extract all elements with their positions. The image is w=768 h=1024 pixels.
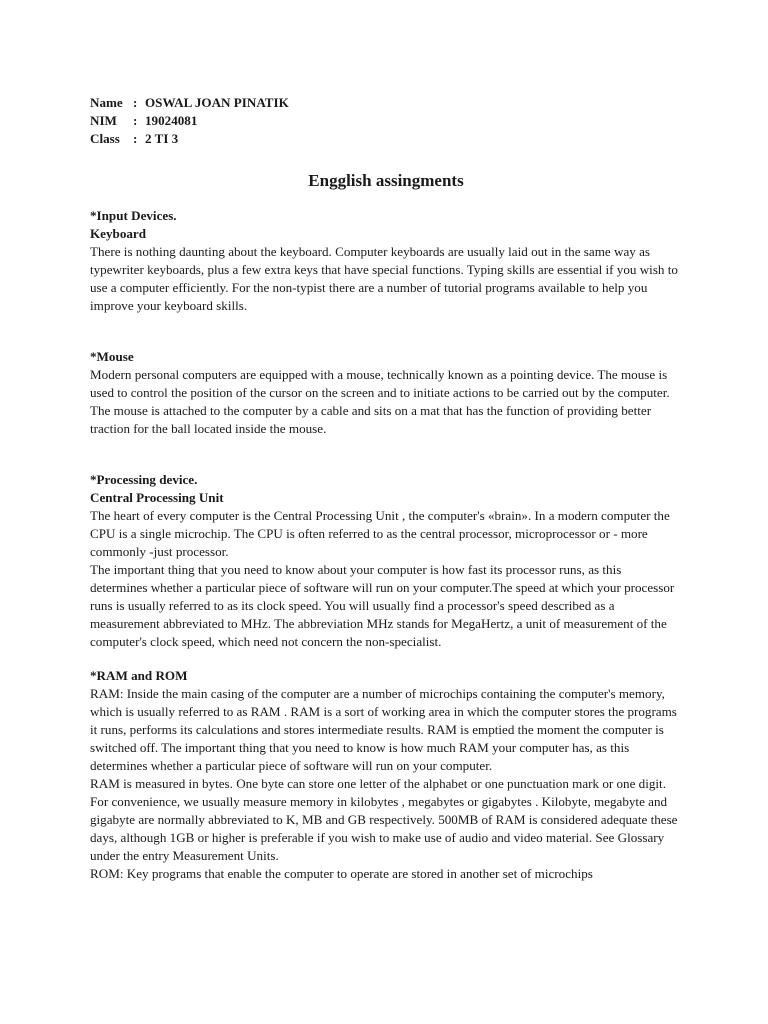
- document-page: [90, 94, 682, 883]
- section-input-devices: [90, 207, 682, 315]
- document-title: Engglish assingments: [308, 171, 464, 190]
- section-title: *Processing device.: [90, 472, 198, 487]
- section-title: *Input Devices.: [90, 208, 177, 223]
- paragraph: The important thing that you need to know about your computer is how fast its processor runs, as this determines whether a particular piece of software will run on your computer.The speed at which your processor runs is usually referred to as its clock speed. You will usually find a processor's speed described as a measurement abbreviated to MHz. The abbreviation MHz stands for MegaHertz, a unit of measurement of the computer's clock speed, which need not concern the non-specialist.: [90, 562, 675, 649]
- nim-value: 19024081: [145, 113, 198, 128]
- spacer: [90, 651, 682, 667]
- paragraph: RAM is measured in bytes. One byte can store one letter of the alphabet or one punctuation mark or one digit. For convenience, we usually measure memory in kilobytes , megabytes or gigabytes . Kilobyte, megabyte and gigabyte are normally abbreviated to K, MB and GB respectively. 500MB of RAM is considered adequate these days, although 1GB or higher is preferable if you wish to make use of audio and video material. See Glossary under the entry Measurement Units.: [90, 776, 678, 863]
- section-title: *RAM and ROM: [90, 668, 188, 683]
- class-value: 2 TI 3: [145, 131, 179, 146]
- paragraph: ROM: Key programs that enable the computer to operate are stored in another set of microchips: [90, 866, 593, 881]
- paragraph: RAM: Inside the main casing of the computer are a number of microchips containing the computer's memory, which is usually referred to as RAM . RAM is a sort of working area in which the computer stores the programs it runs, performs its calculations and stores intermediate results. RAM is emptied the moment the computer is switched off. The important thing that you need to know is how much RAM your computer has, as this determines whether a particular piece of software will run on your computer.: [90, 686, 677, 773]
- class-label: Class: [90, 131, 120, 146]
- section-processing-device: [90, 471, 682, 651]
- paragraph: There is nothing daunting about the keyboard. Computer keyboards are usually laid out in the same way as typewriter keyboards, plus a few extra keys that have special functions. Typing skills are essential if you wish to use a computer efficiently. For the non-typist there are a number of tutorial programs available to help you improve your keyboard skills.: [90, 244, 678, 313]
- section-subtitle: Keyboard: [90, 226, 147, 241]
- nim-separator: :: [133, 113, 138, 128]
- nim-label: NIM: [90, 113, 117, 128]
- class-separator: :: [133, 131, 138, 146]
- header-name-row: [90, 94, 682, 112]
- section-subtitle: Central Processing Unit: [90, 490, 224, 505]
- paragraph: Modern personal computers are equipped with a mouse, technically known as a pointing device. The mouse is used to control the position of the cursor on the screen and to initiate actions to be carried out by the computer. The mouse is attached to the computer by a cable and sits on a mat that has the function of providing better traction for the ball located inside the mouse.: [90, 367, 670, 436]
- spacer: [90, 315, 682, 348]
- spacer: [90, 438, 682, 471]
- paragraph: The heart of every computer is the Central Processing Unit , the computer's «brain». In a modern computer the CPU is a single microchip. The CPU is often referred to as the central processor, microprocessor or - more commonly -just processor.: [90, 508, 670, 559]
- section-title: *Mouse: [90, 349, 134, 364]
- section-ram-rom: [90, 667, 682, 883]
- header-nim-row: [90, 112, 682, 130]
- name-separator: :: [133, 95, 138, 110]
- name-value: OSWAL JOAN PINATIK: [145, 95, 289, 110]
- name-label: Name: [90, 95, 123, 110]
- header-class-row: [90, 130, 682, 148]
- section-mouse: [90, 348, 682, 438]
